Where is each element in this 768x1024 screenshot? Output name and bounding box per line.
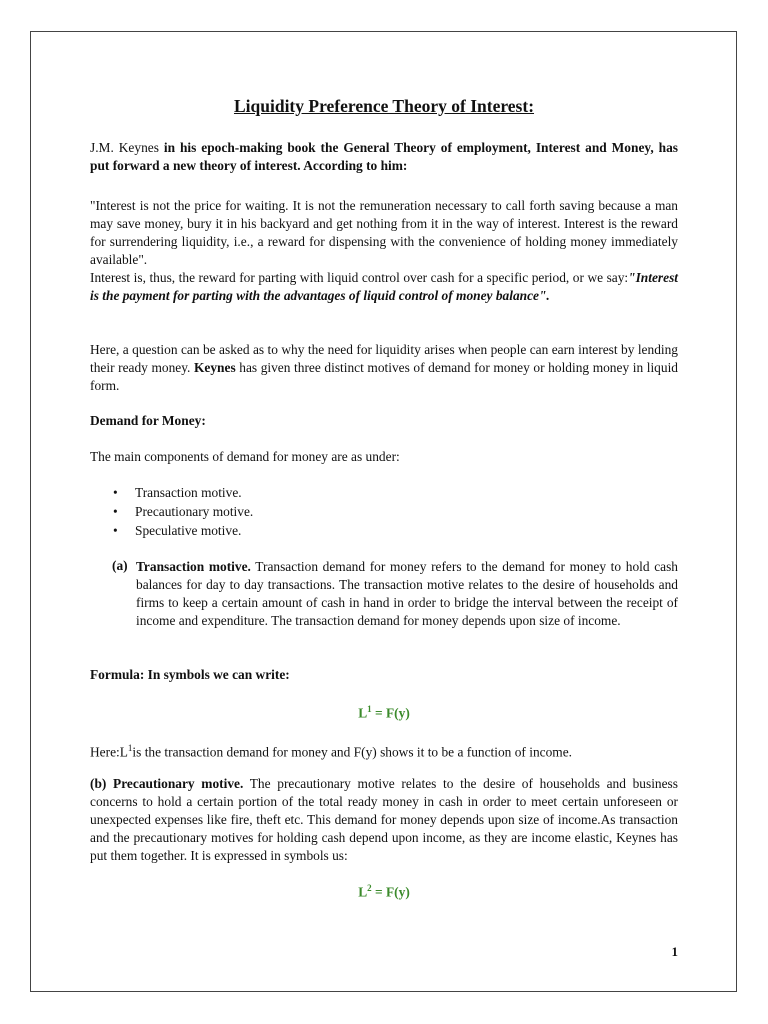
intro-lead: J.M. Keynes <box>90 140 164 155</box>
list-item <box>90 521 678 540</box>
formula-l1-sup: 1 <box>367 704 372 714</box>
components-intro: The main components of demand for money are as under: <box>90 449 400 464</box>
formula-l2-rest: = F(y) <box>371 884 410 900</box>
reward-quote: "Interest is the payment for parting with the advantages of liquid control of money balance". <box>90 270 678 303</box>
formula-l1-base: L <box>358 705 368 721</box>
page-number: 1 <box>671 944 678 959</box>
formula-l2-sup: 2 <box>367 883 372 893</box>
precautionary-paragraph <box>90 775 678 865</box>
transaction-item-label: (a) <box>112 558 128 573</box>
formula-l1-rest: = F(y) <box>371 705 410 721</box>
list-item <box>90 502 678 521</box>
formula-l2 <box>0 883 768 900</box>
formula-l1 <box>0 704 768 721</box>
reward-paragraph <box>90 269 678 305</box>
motive-label: Speculative motive. <box>135 523 242 538</box>
intro-bold: in his epoch-making book the General Theory of employment, Interest and Money, has put forward a new theory of interest. According to him: <box>90 140 678 173</box>
here-paragraph <box>90 739 678 761</box>
bullet-icon: • <box>113 485 118 500</box>
here-rest: is the transaction demand for money and F(y) shows it to be a function of income. <box>132 744 572 760</box>
question-paragraph <box>90 341 678 395</box>
formula-l2-base: L <box>358 884 368 900</box>
transaction-heading: Transaction motive. <box>136 559 251 574</box>
list-item <box>90 483 678 502</box>
formula-heading-text: Formula: In symbols we can write: <box>90 667 290 682</box>
question-rest: has given three distinct motives of demand for money or holding money in liquid form. <box>90 360 678 393</box>
precautionary-text: The precautionary motive relates to the desire of households and business concerns to hold a certain portion of the total ready money in cash in order to meet certain unforeseen or unexpected expenses like fire, theft etc. This demand for money depends upon size of income.As transaction and the precautionary motives for holding cash depend upon income, as they are income elastic, Keynes has put them together. It is expressed in symbols us: <box>90 776 678 863</box>
transaction-text: Transaction demand for money refers to the demand for money to hold cash balances for day to day transactions. The transaction motive relates to the desire of households and firms to keep a certain amount of cash in hand in order to bridge the interval between the receipt of income and expenditure. The transaction demand for money depends upon size of income. <box>136 559 678 628</box>
precautionary-heading: (b) Precautionary motive. <box>90 776 244 791</box>
bullet-icon: • <box>113 504 118 519</box>
here-sup: 1 <box>127 743 133 753</box>
formula-heading <box>90 666 678 684</box>
quote-paragraph: "Interest is not the price for waiting. It is not the remuneration necessary to call forth saving because a man may save money, bury it in his backyard and get nothing from it in the way of interest. Interest is the reward for surrendering liquidity, i.e., a reward for dispensing with the convenience of holding money immediately available". <box>90 198 678 267</box>
question-lead: Here, a question can be asked as to why the need for liquidity arises when people can earn interest by lending their ready money. <box>90 342 678 375</box>
intro-paragraph <box>90 139 678 175</box>
reward-lead: Interest is, thus, the reward for parting with liquid control over cash for a specific period, or we say: <box>90 270 629 285</box>
demand-heading <box>90 412 678 430</box>
keynes-name: Keynes <box>194 360 236 375</box>
demand-heading-text: Demand for Money: <box>90 413 206 428</box>
page-title: Liquidity Preference Theory of Interest: <box>233 96 535 116</box>
transaction-paragraph <box>136 558 678 630</box>
motives-list <box>90 483 678 540</box>
here-lead: Here:L <box>90 744 128 760</box>
bullet-icon: • <box>113 523 118 538</box>
motive-label: Transaction motive. <box>135 485 242 500</box>
motive-label: Precautionary motive. <box>135 504 254 519</box>
